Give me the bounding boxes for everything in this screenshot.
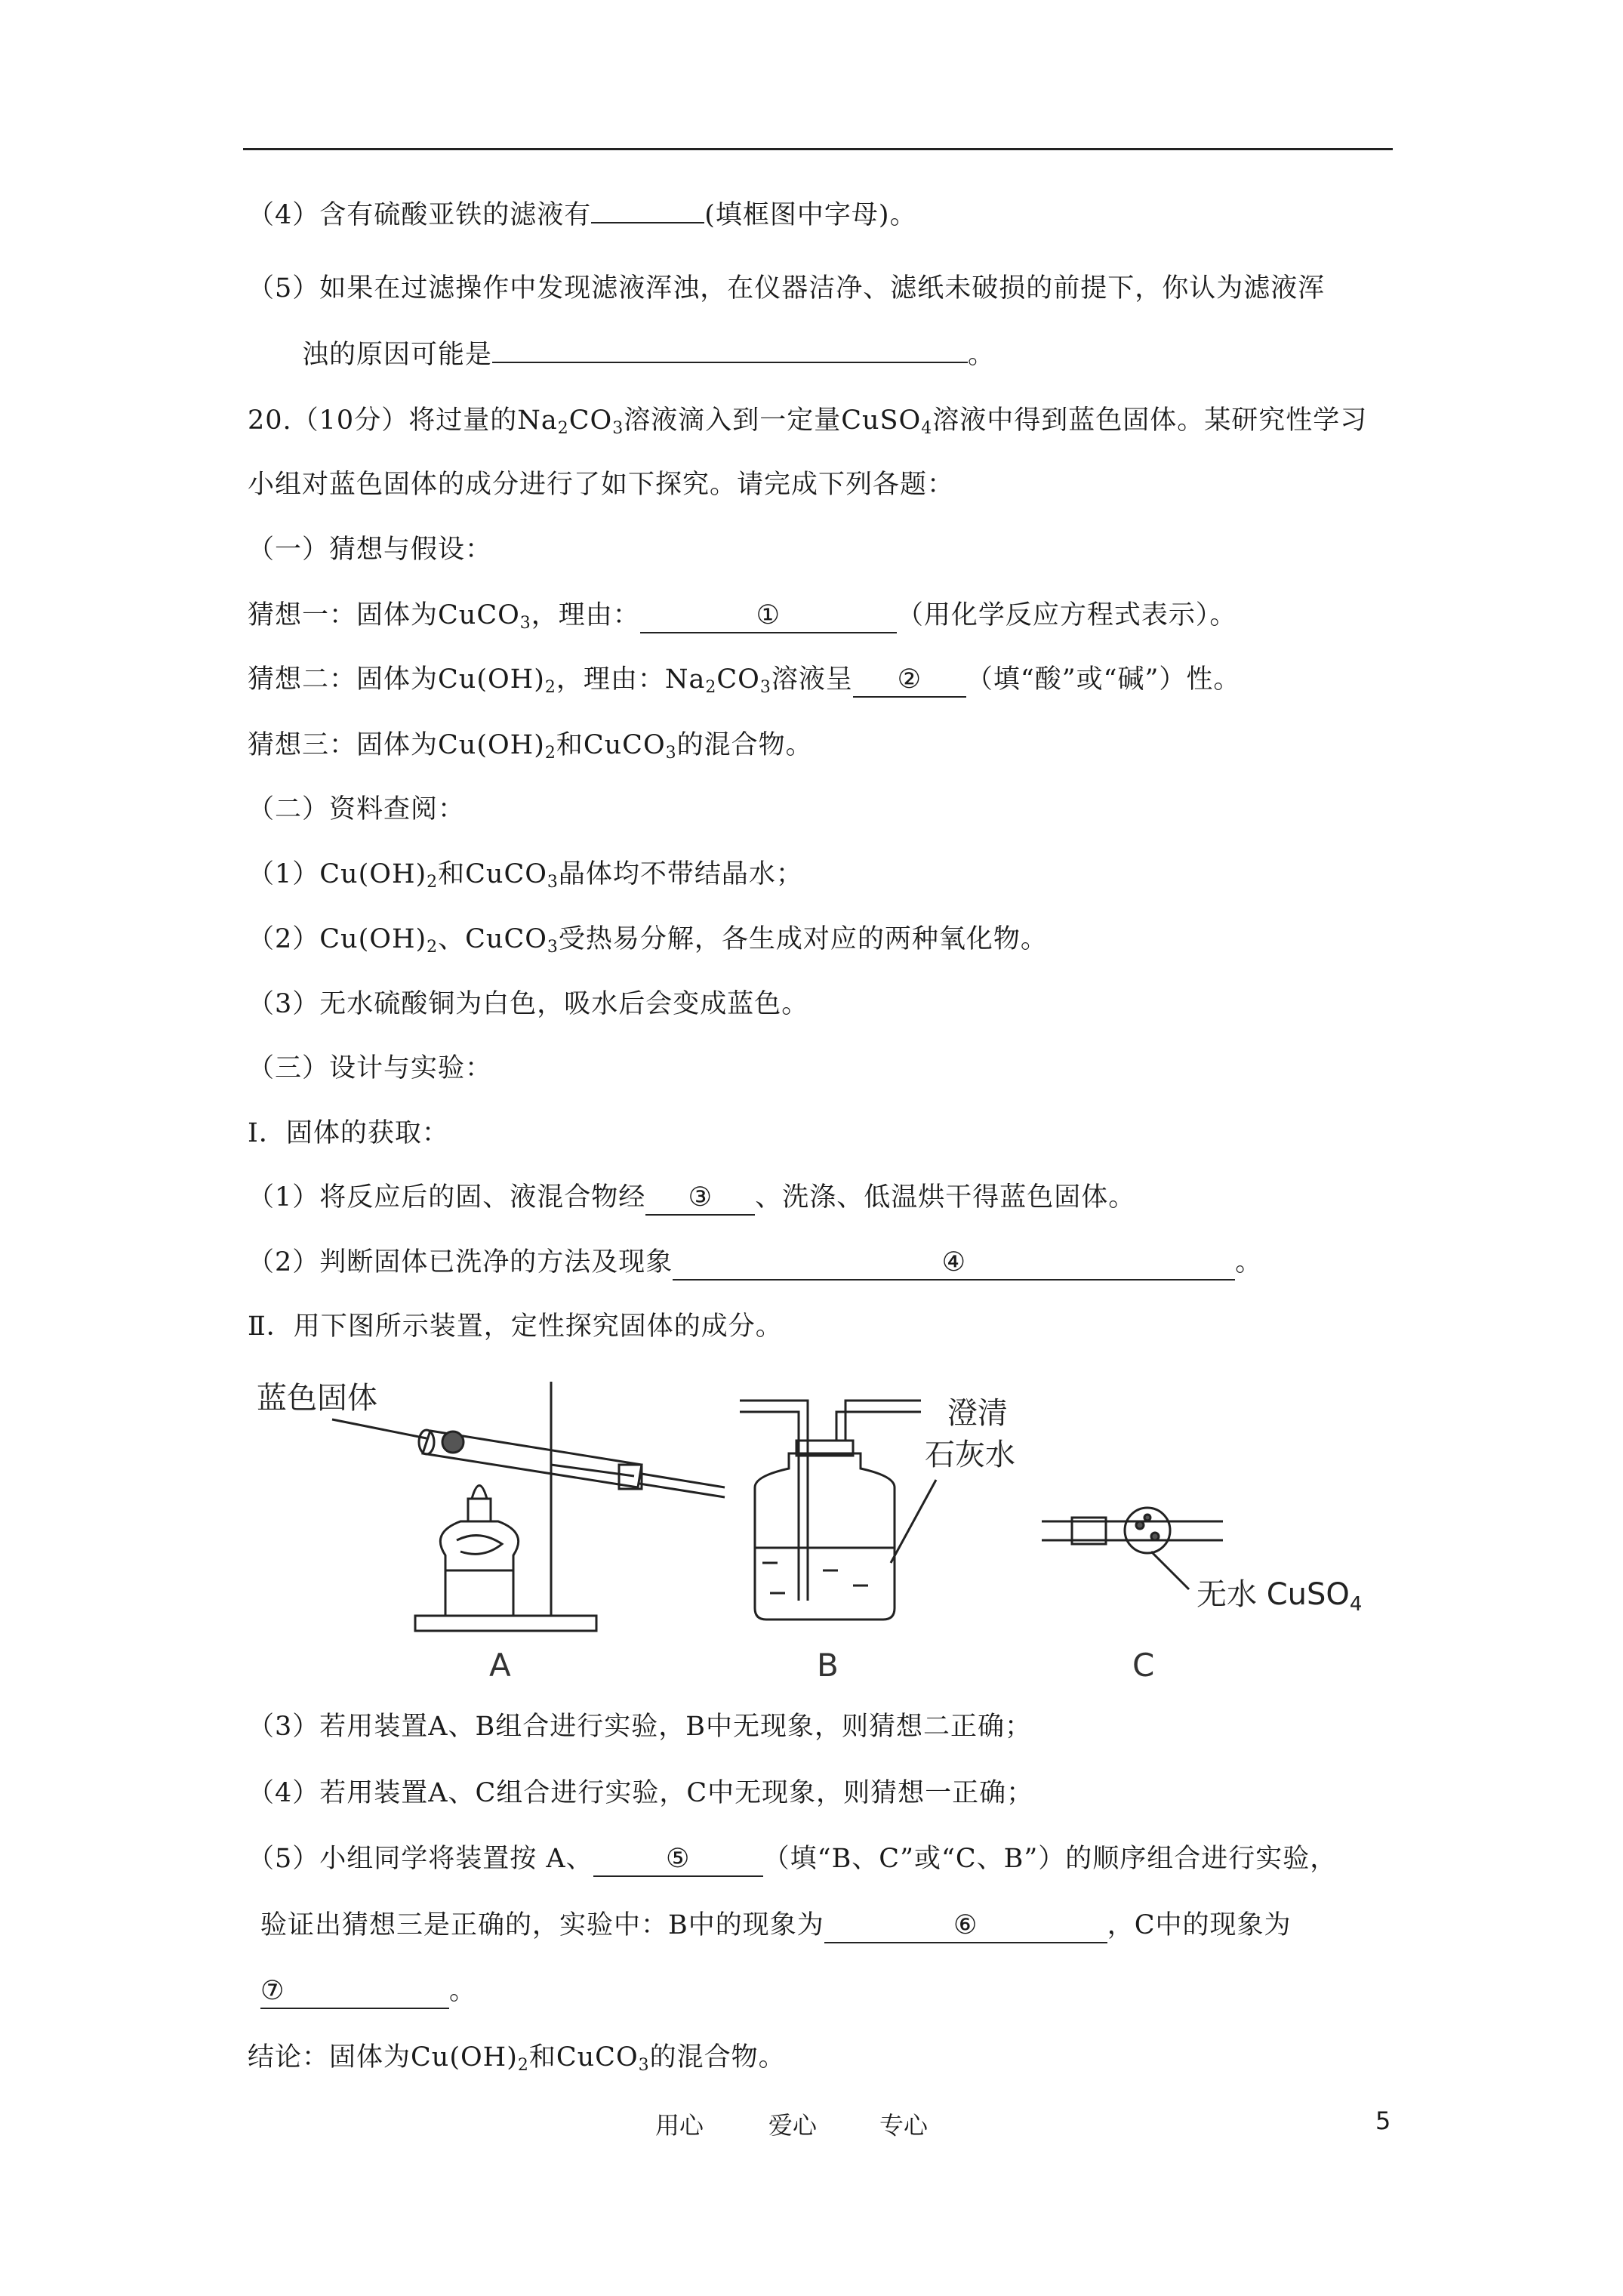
apparatus-figure — [242, 1359, 1404, 1691]
lamp-liquid — [457, 1536, 502, 1555]
subscript: 2 — [427, 938, 439, 957]
hypothesis-3 — [248, 726, 813, 764]
apparatus-b — [740, 1401, 936, 1620]
step-4: （4）若用装置A、C组合进行实验，C中无现象，则猜想一正确； — [248, 1778, 1034, 1808]
subscript: 3 — [759, 678, 771, 697]
text-fragment: CO — [716, 664, 760, 695]
step-5 — [248, 1840, 1337, 1878]
q4-tail: (填框图中字母)。 — [704, 200, 917, 230]
part-1-heading: Ⅰ．固体的获取： — [248, 1118, 449, 1148]
gas-bottle — [755, 1453, 895, 1620]
outlet-tube-inner — [836, 1412, 921, 1441]
text-fragment: 猜想二：固体为Cu(OH) — [248, 664, 545, 695]
text-fragment: 猜想三：固体为Cu(OH) — [248, 730, 545, 760]
q20-intro — [248, 402, 1367, 439]
text-fragment: CO — [568, 405, 613, 436]
flame — [472, 1486, 487, 1499]
subscript: 4 — [921, 419, 933, 438]
text-fragment: ，理由： — [531, 600, 640, 630]
letter-b: B — [817, 1647, 839, 1684]
q5-line-cont — [302, 336, 995, 374]
text-fragment: 结论：固体为Cu(OH) — [248, 2042, 518, 2073]
letter-c: C — [1132, 1647, 1155, 1684]
text-fragment: ，理由：Na — [556, 664, 706, 695]
subscript: 2 — [544, 744, 556, 763]
info-3: （3）无水硫酸铜为白色，吸水后会变成蓝色。 — [248, 989, 809, 1019]
text-fragment: 溶液滴入到一定量CuSO — [624, 405, 922, 436]
outlet-tube — [845, 1401, 921, 1441]
answer-blank[interactable] — [591, 222, 704, 223]
lamp-wick-holder — [468, 1499, 491, 1521]
label-anhydrous-cuso4: 无水 CuSO$_4$ — [1196, 1577, 1363, 1616]
label-limewater-1: 澄清 — [947, 1396, 1008, 1431]
text-fragment: （用化学反应方程式表示）。 — [896, 600, 1237, 630]
q5-cont-text: 浊的原因可能是 — [302, 340, 493, 370]
text-fragment: 20.（10分）将过量的Na — [248, 405, 558, 436]
subscript: 2 — [557, 419, 569, 438]
hypothesis-1 — [248, 596, 1236, 634]
subscript: 3 — [519, 614, 531, 633]
text-fragment: 、洗涤、低温烘干得蓝色固体。 — [755, 1182, 1136, 1213]
q5-line: （5）如果在过滤操作中发现滤液浑浊，在仪器洁净、滤纸未破损的前提下，你认为滤液浑 — [248, 273, 1326, 304]
answer-blank-3[interactable]: ③ — [645, 1181, 755, 1216]
answer-blank-6[interactable]: ⑥ — [824, 1909, 1107, 1943]
label-pointer-a — [332, 1419, 427, 1438]
step-1 — [248, 1179, 1135, 1216]
q20-intro-cont: 小组对蓝色固体的成分进行了如下探究。请完成下列各题： — [248, 470, 955, 500]
label-limewater-2: 石灰水 — [925, 1438, 1015, 1472]
granule — [1151, 1533, 1159, 1540]
part-2-heading: Ⅱ．用下图所示装置，定性探究固体的成分。 — [248, 1311, 783, 1342]
label-pointer-c — [1151, 1552, 1189, 1589]
step-2 — [248, 1244, 1262, 1281]
text-fragment: （2）Cu(OH) — [248, 924, 427, 954]
subscript: 2 — [517, 2056, 529, 2075]
text-fragment: 溶液中得到蓝色固体。某研究性学习 — [932, 405, 1368, 436]
apparatus-c — [1042, 1508, 1223, 1589]
subscript: 3 — [547, 873, 559, 892]
answer-blank-1[interactable]: ① — [640, 599, 897, 633]
subscript: 2 — [544, 678, 556, 697]
step-3: （3）若用装置A、B组合进行实验，B中无现象，则猜想二正确； — [248, 1712, 1032, 1742]
text-fragment: （填“B、C”或“C、B”）的顺序组合进行实验， — [762, 1844, 1338, 1874]
text-fragment: 的混合物。 — [649, 2042, 786, 2073]
info-2 — [248, 920, 1048, 958]
clamp-arm — [551, 1465, 634, 1476]
text-fragment: 和CuCO — [528, 2042, 639, 2073]
section-heading-3: （三）设计与实验： — [248, 1053, 493, 1083]
hypothesis-2 — [248, 661, 1240, 698]
text-fragment: ，C中的现象为 — [1107, 1910, 1292, 1940]
answer-blank-4[interactable]: ④ — [673, 1246, 1235, 1281]
answer-blank-5[interactable]: ⑤ — [593, 1842, 763, 1877]
text-fragment: （填“酸”或“碱”）性。 — [965, 664, 1241, 695]
step-5-cont — [260, 1906, 1292, 1944]
text-fragment: （1）将反应后的固、液混合物经 — [248, 1182, 646, 1213]
text-fragment: 验证出猜想三是正确的，实验中：B中的现象为 — [260, 1910, 824, 1940]
subscript: 3 — [665, 744, 677, 763]
text-fragment: 的混合物。 — [676, 730, 813, 760]
step-5-cont-2 — [260, 1972, 476, 2010]
text-fragment: （5）小组同学将装置按 A、 — [248, 1844, 593, 1874]
granule — [1144, 1515, 1150, 1521]
blue-solid — [442, 1432, 463, 1453]
text-fragment: 和CuCO — [438, 859, 547, 889]
label-pointer-b — [891, 1480, 936, 1563]
text-fragment: 和CuCO — [556, 730, 666, 760]
text-fragment: 。 — [1235, 1247, 1263, 1277]
subscript: 3 — [638, 2056, 650, 2075]
subscript: 2 — [427, 873, 439, 892]
granule — [1136, 1521, 1144, 1529]
inlet-tube-inner — [740, 1412, 799, 1601]
text-fragment: （2）判断固体已洗净的方法及现象 — [248, 1247, 673, 1277]
text-fragment: 晶体均不带结晶水； — [558, 859, 803, 889]
subscript: 3 — [612, 419, 624, 438]
text-fragment: 溶液呈 — [771, 664, 853, 695]
text-fragment: 、CuCO — [438, 924, 547, 954]
subscript: 2 — [705, 678, 717, 697]
letter-a: A — [489, 1647, 511, 1684]
conclusion — [248, 2039, 786, 2076]
q5-tail: 。 — [968, 340, 996, 370]
text-fragment: 猜想一：固体为CuCO — [248, 600, 520, 630]
subscript: 3 — [547, 938, 559, 957]
apparatus-a — [332, 1382, 725, 1631]
info-1 — [248, 855, 803, 893]
text-fragment: 。 — [449, 1976, 477, 2006]
q4-filtrate-line — [248, 196, 917, 234]
answer-blank-7[interactable]: ⑦ — [260, 1974, 449, 2009]
footer-motto-3: 专心 — [879, 2111, 929, 2140]
page-number: 5 — [1375, 2106, 1391, 2135]
answer-blank[interactable] — [492, 362, 968, 363]
footer-motto-2: 爱心 — [768, 2111, 818, 2140]
stand-base — [415, 1616, 596, 1631]
header-rule — [243, 148, 1393, 150]
q4-text: （4）含有硫酸亚铁的滤液有 — [248, 200, 592, 230]
footer-motto-1: 用心 — [655, 2111, 704, 2140]
section-heading-1: （一）猜想与假设： — [248, 535, 493, 565]
section-heading-2: （二）资料查阅： — [248, 794, 466, 824]
answer-blank-2[interactable]: ② — [853, 663, 966, 698]
text-fragment: 受热易分解，各生成对应的两种氧化物。 — [558, 924, 1048, 954]
text-fragment: （1）Cu(OH) — [248, 859, 427, 889]
label-blue-solid: 蓝色固体 — [257, 1381, 377, 1416]
